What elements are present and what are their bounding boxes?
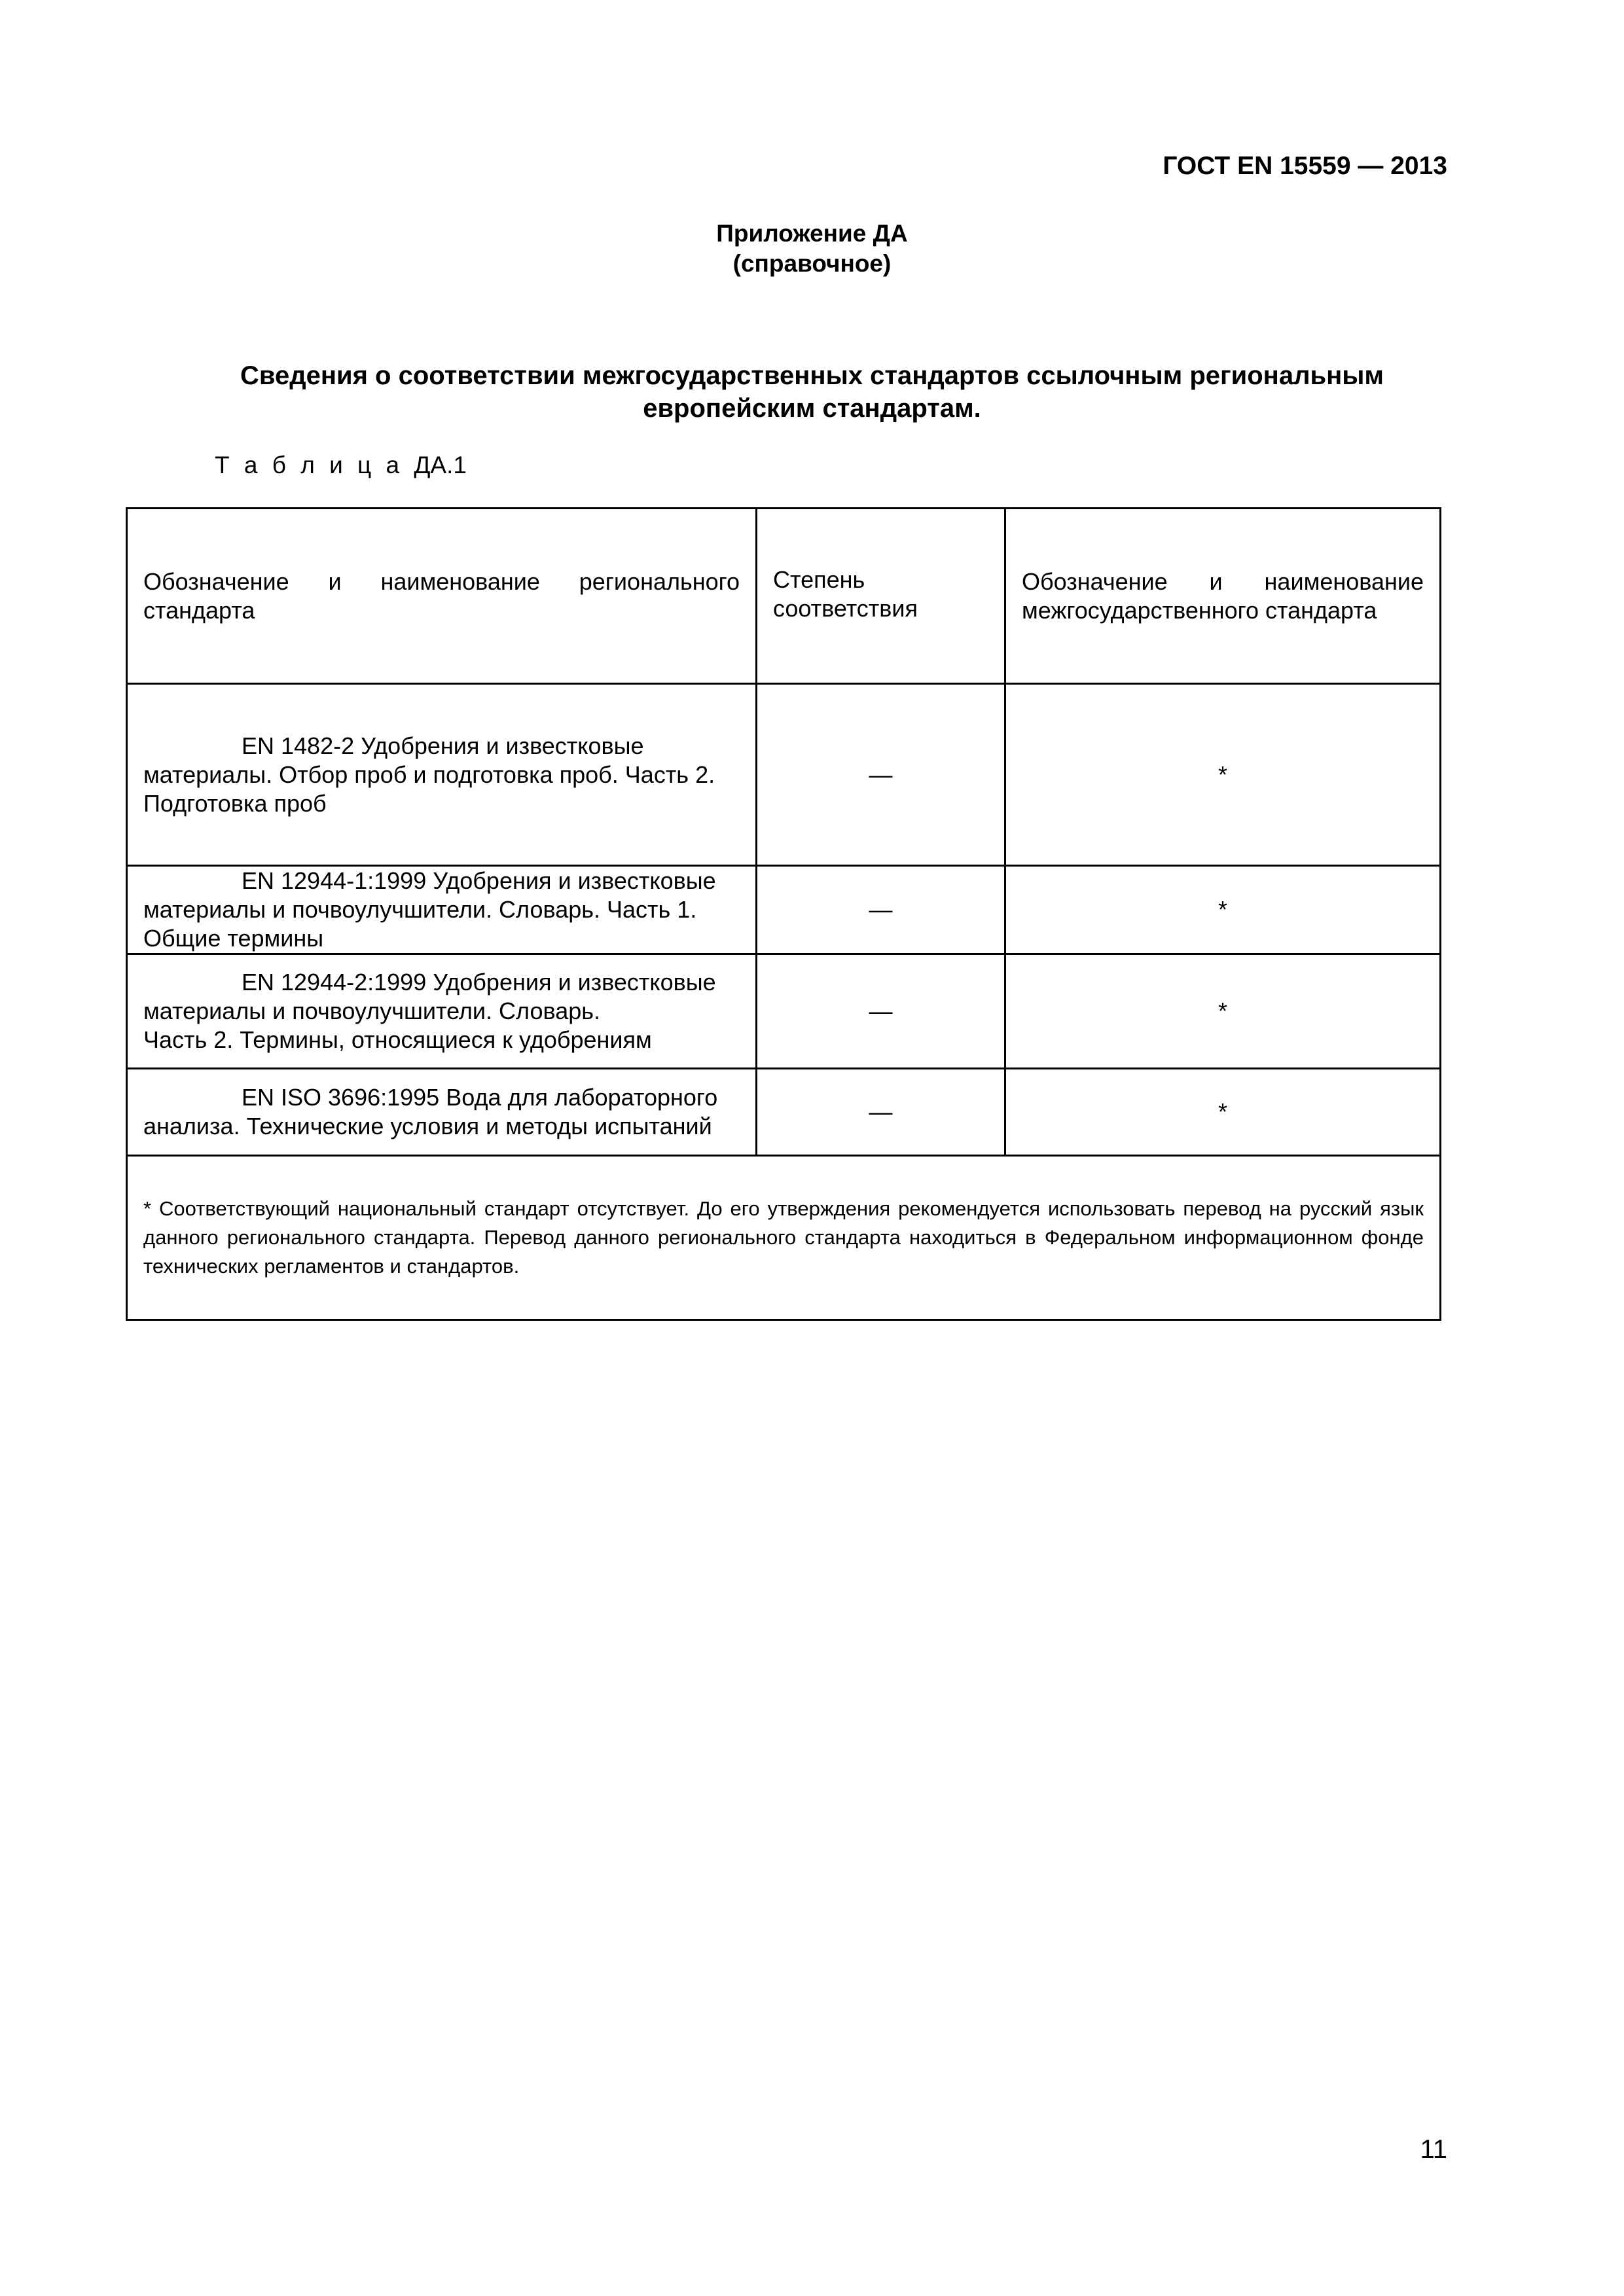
header-cell-regional-standard xyxy=(127,509,757,684)
degree-text: — xyxy=(869,1098,893,1125)
interstate-standard-text: * xyxy=(1218,896,1227,923)
regional-standard-text: EN 12944-1:1999 Удобрения и известковые материалы и почвоулучшители. Словарь. Часть 1. Общие термины xyxy=(143,867,716,952)
degree-cell xyxy=(757,1069,1005,1156)
degree-cell xyxy=(757,954,1005,1069)
table-caption xyxy=(215,452,467,479)
regional-standard-cell xyxy=(127,954,757,1069)
header-degree-text: Степень соответствия xyxy=(773,565,918,622)
footnote-text: * Соответствующий национальный стандарт отсутствует. До его утверждения рекомендуется использовать перевод на русский язык данного регионального стандарта. Перевод данного регионального стандарта находиться в Федеральном информационном фонде технических регламентов и стандартов. xyxy=(143,1197,1424,1278)
table-caption-label: Т а б л и ц а xyxy=(215,452,404,478)
appendix-title: Приложение ДА xyxy=(716,220,908,247)
section-title xyxy=(131,359,1493,425)
document-code: ГОСТ EN 15559 — 2013 xyxy=(1163,152,1447,180)
regional-standard-cell xyxy=(127,684,757,866)
page-number: 11 xyxy=(1420,2135,1447,2164)
degree-text: — xyxy=(869,997,893,1024)
interstate-standard-cell xyxy=(1005,866,1441,954)
interstate-standard-cell xyxy=(1005,954,1441,1069)
header-regional-standard-text: Обозначение и наименование регионального стандарта xyxy=(143,567,740,624)
regional-standard-text-line-2: Часть 2. Термины, относящиеся к удобрениям xyxy=(143,1026,652,1053)
section-title-line-2: европейским стандартам. xyxy=(643,394,981,423)
table-row xyxy=(127,684,1441,866)
interstate-standard-cell xyxy=(1005,684,1441,866)
interstate-standard-cell xyxy=(1005,1069,1441,1156)
degree-cell xyxy=(757,684,1005,866)
appendix-heading xyxy=(0,219,1624,279)
standards-correspondence-table xyxy=(126,507,1441,1321)
interstate-standard-text: * xyxy=(1218,1098,1227,1125)
table-footnote-row xyxy=(127,1156,1441,1320)
section-title-line-1: Сведения о соответствии межгосударственных стандартов ссылочным региональным xyxy=(240,361,1384,390)
regional-standard-text: EN 12944-2:1999 Удобрения и известковые материалы и почвоулучшители. Словарь. xyxy=(143,969,716,1024)
header-cell-degree xyxy=(757,509,1005,684)
degree-text: — xyxy=(869,761,893,788)
footnote-cell xyxy=(127,1156,1441,1320)
degree-text: — xyxy=(869,896,893,923)
table-row xyxy=(127,954,1441,1069)
table-row xyxy=(127,866,1441,954)
table-header-row xyxy=(127,509,1441,684)
regional-standard-text: EN ISO 3696:1995 Вода для лабораторного анализа. Технические условия и методы испытаний xyxy=(143,1084,718,1139)
header-cell-interstate-standard xyxy=(1005,509,1441,684)
regional-standard-text: EN 1482-2 Удобрения и известковые материалы. Отбор проб и подготовка проб. Часть 2. Подготовка проб xyxy=(143,732,715,817)
regional-standard-cell xyxy=(127,1069,757,1156)
table-row xyxy=(127,1069,1441,1156)
interstate-standard-text: * xyxy=(1218,761,1227,788)
table-caption-number: ДА.1 xyxy=(414,452,467,478)
regional-standard-cell xyxy=(127,866,757,954)
appendix-subtitle: (справочное) xyxy=(732,250,892,277)
header-interstate-standard-text: Обозначение и наименование межгосударственного стандарта xyxy=(1022,567,1424,624)
interstate-standard-text: * xyxy=(1218,997,1227,1024)
degree-cell xyxy=(757,866,1005,954)
